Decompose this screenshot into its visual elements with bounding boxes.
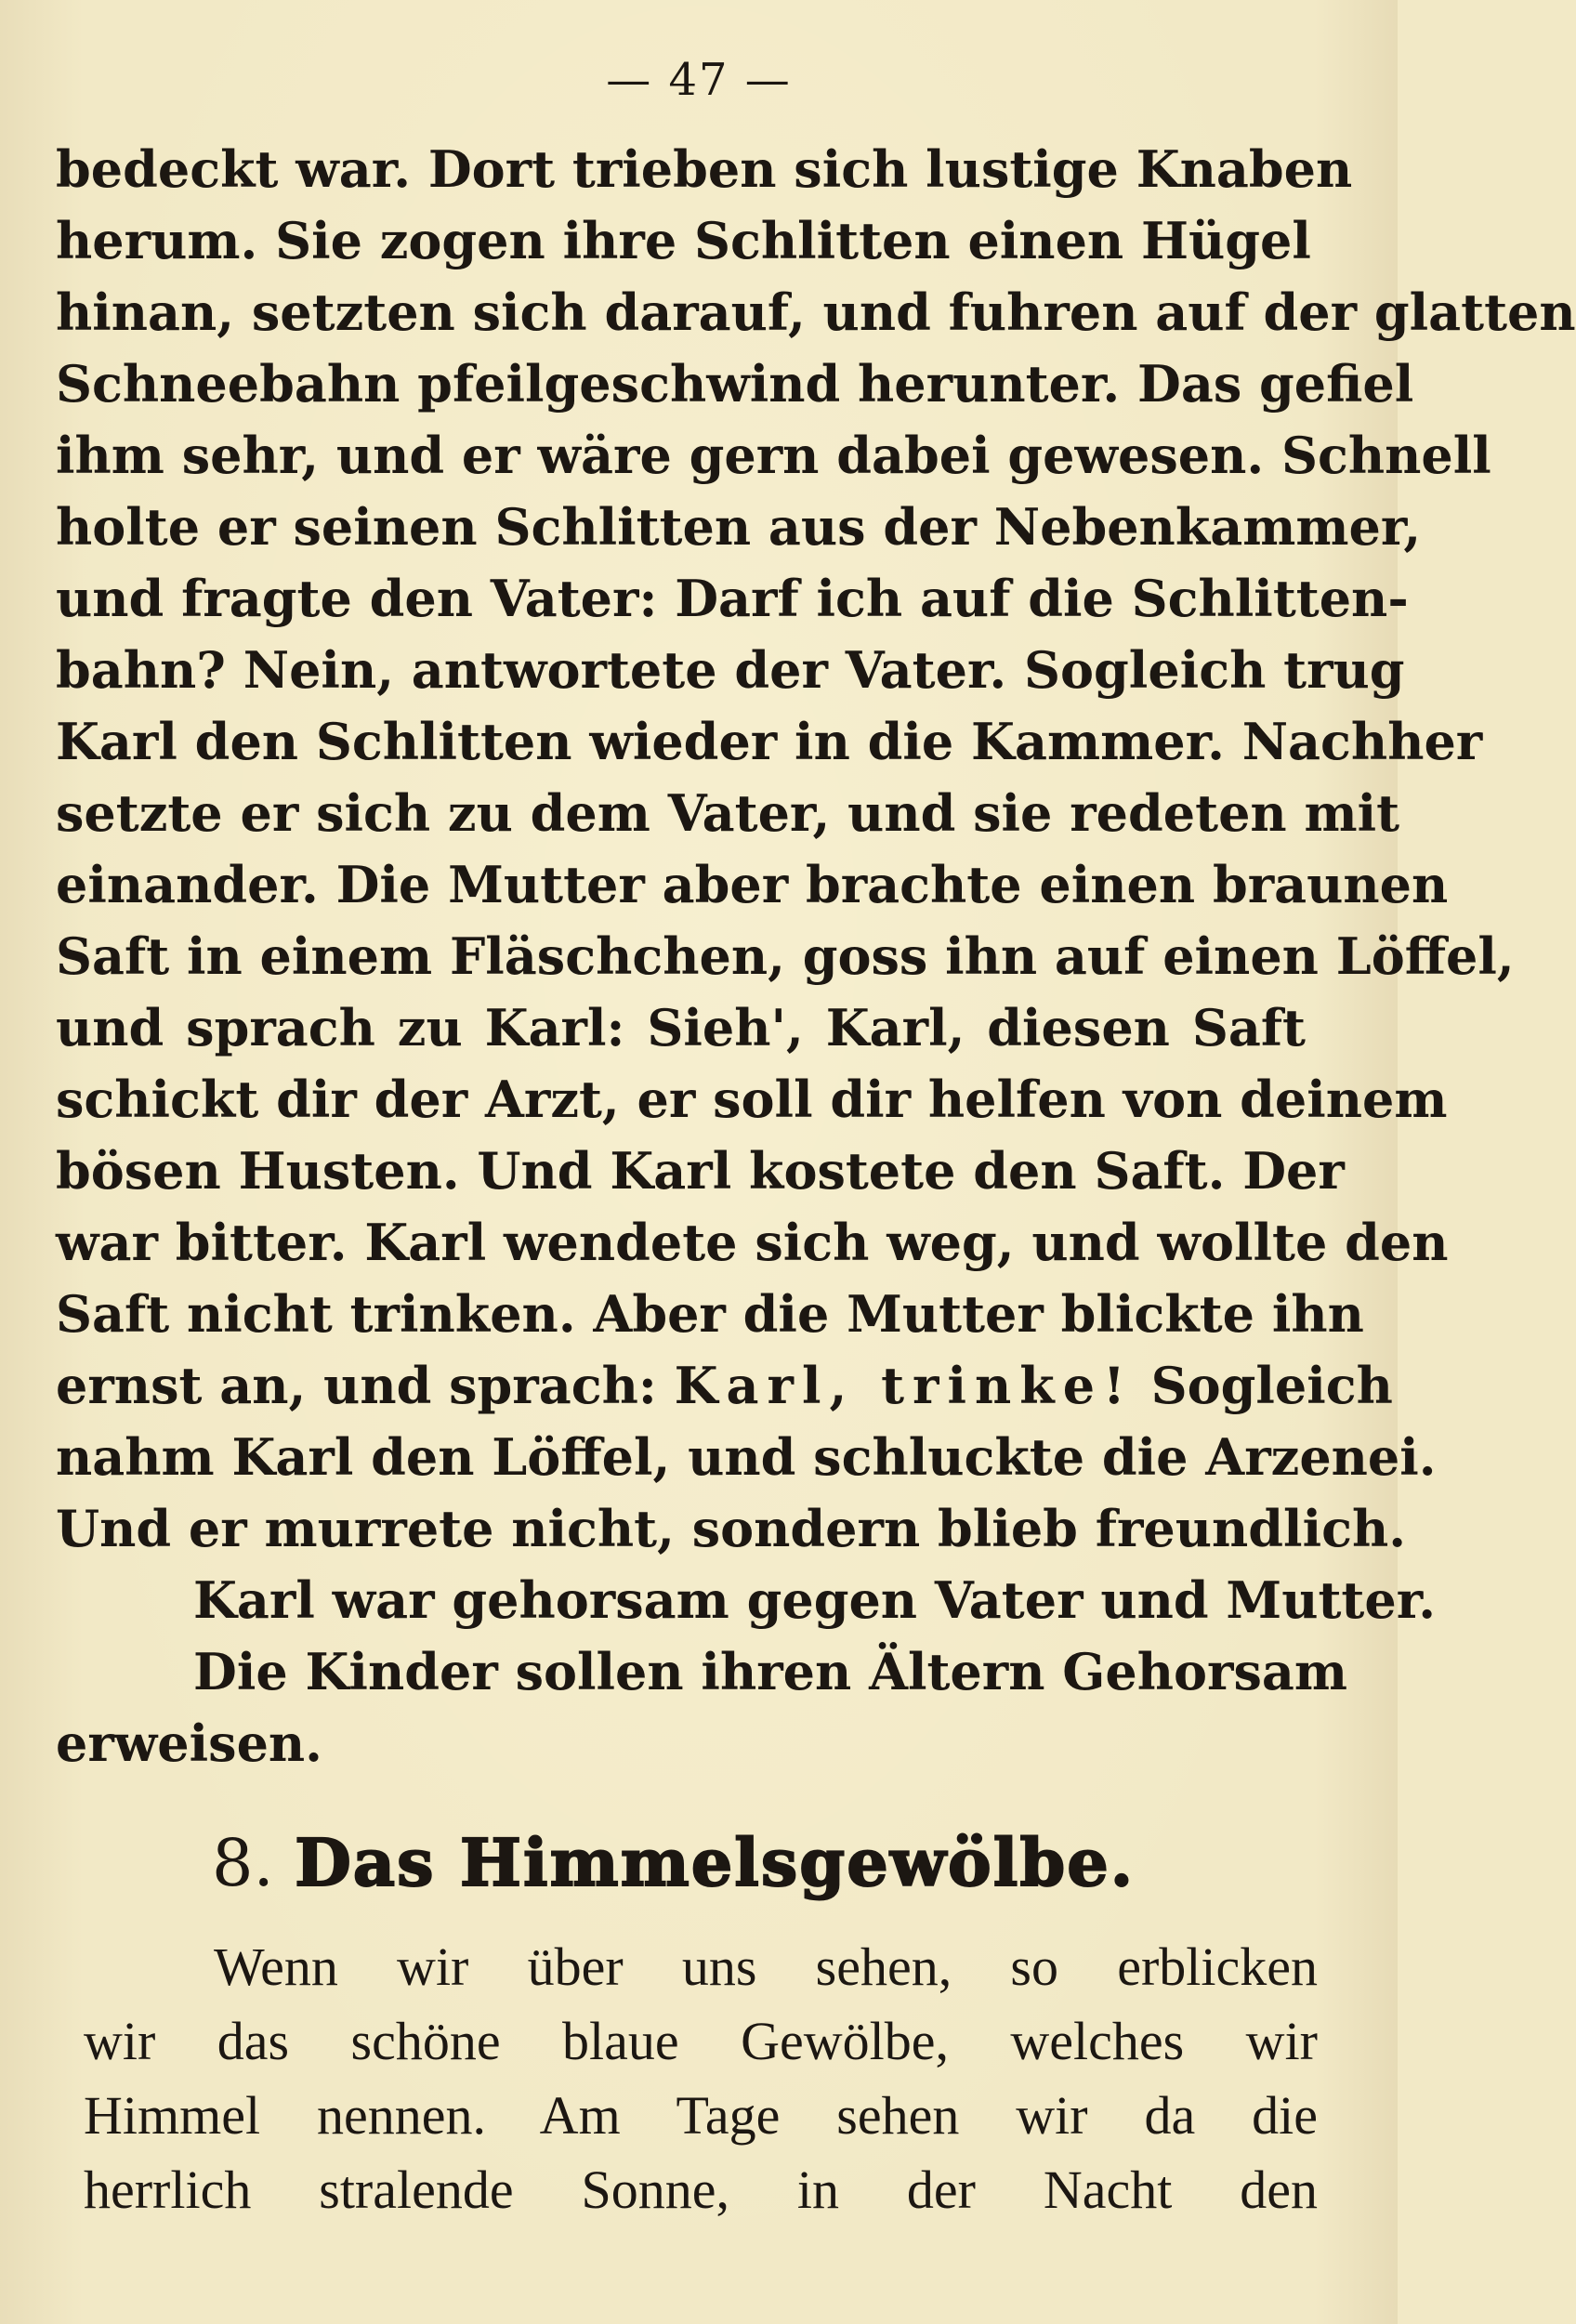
section-number: 8. bbox=[212, 1825, 274, 1901]
section-text-line: wir das schöne blaue Gewölbe, welches wir bbox=[84, 2011, 1318, 2071]
text-line: Saft in einem Fläschchen, goss ihn auf einen Löffel, bbox=[56, 926, 1515, 986]
moral-line: erweisen. bbox=[56, 1713, 322, 1773]
moral-line: Die Kinder sollen ihren Ältern Gehorsam bbox=[193, 1642, 1348, 1701]
text-line: bahn? Nein, antwortete der Vater. Sogleich trug bbox=[56, 640, 1405, 700]
moral-line: Karl war gehorsam gegen Vater und Mutter. bbox=[193, 1570, 1437, 1630]
section-title: Das Himmelsgewölbe. bbox=[295, 1824, 1136, 1901]
text-line: war bitter. Karl wendete sich weg, und wollte den bbox=[56, 1213, 1449, 1272]
text-line: nahm Karl den Löffel, und schluckte die Arzenei. bbox=[56, 1427, 1437, 1487]
text-line: einander. Die Mutter aber brachte einen braunen bbox=[56, 855, 1449, 914]
section-text-line: Wenn wir über uns sehen, so erblicken bbox=[214, 1937, 1318, 1997]
text-line: und sprach zu Karl: Sieh', Karl, diesen Saft bbox=[56, 998, 1306, 1057]
spaced-speech: Karl, trinke! bbox=[674, 1356, 1134, 1415]
line-end: Sogleich bbox=[1133, 1356, 1393, 1415]
text-line: schickt dir der Arzt, er soll dir helfen von deinem bbox=[56, 1070, 1448, 1129]
text-line: ihm sehr, und er wäre gern dabei gewesen. Schnell bbox=[56, 426, 1491, 485]
text-line: Saft nicht trinken. Aber die Mutter blickte ihn bbox=[56, 1284, 1364, 1344]
text-line: bedeckt war. Dort trieben sich lustige Knaben bbox=[56, 139, 1353, 199]
text-line: herum. Sie zogen ihre Schlitten einen Hügel bbox=[56, 211, 1311, 270]
text-line: Schneebahn pfeilgeschwind herunter. Das gefiel bbox=[56, 354, 1414, 414]
text-line-emphasis bbox=[56, 1354, 1393, 1417]
line-start: ernst an, und sprach: bbox=[56, 1356, 675, 1415]
text-line: hinan, setzten sich darauf, und fuhren auf der glatten bbox=[56, 282, 1576, 342]
text-line: holte er seinen Schlitten aus der Nebenkammer, bbox=[56, 497, 1422, 557]
text-line: setzte er sich zu dem Vater, und sie redeten mit bbox=[56, 783, 1400, 843]
text-line: Und er murrete nicht, sondern blieb freundlich. bbox=[56, 1499, 1407, 1558]
section-text-line: herrlich stralende Sonne, in der Nacht den bbox=[84, 2160, 1318, 2220]
text-line: bösen Husten. Und Karl kostete den Saft. Der bbox=[56, 1141, 1345, 1201]
page-number: — 47 — bbox=[606, 54, 792, 106]
section-heading bbox=[212, 1826, 1135, 1900]
text-line: Karl den Schlitten wieder in die Kammer. Nachher bbox=[56, 712, 1483, 771]
text-line: und fragte den Vater: Darf ich auf die Schlitten- bbox=[56, 569, 1409, 628]
section-text-line: Himmel nennen. Am Tage sehen wir da die bbox=[84, 2085, 1318, 2146]
